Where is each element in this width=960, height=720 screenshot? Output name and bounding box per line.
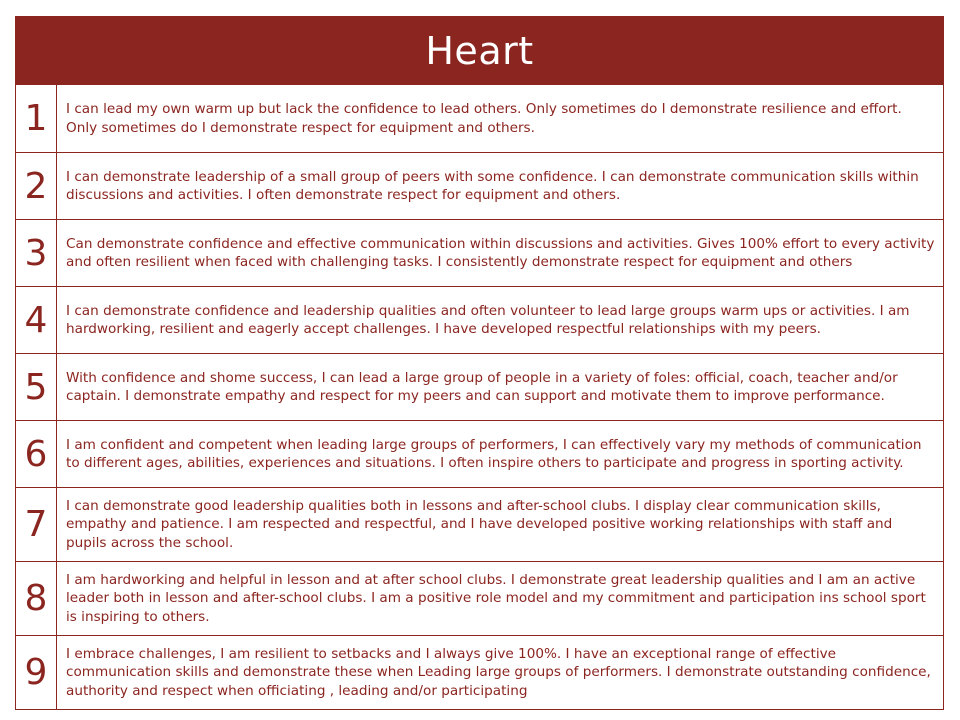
rubric-row-4	[16, 286, 943, 353]
level-description	[57, 287, 943, 353]
level-number: 9	[16, 636, 57, 709]
level-description-text: Can demonstrate confidence and effective communication within discussions and activities. Gives 100% effort to every activity and often resilient when faced with challenging tasks. I consistently demonstrate respect for equipment and others	[66, 235, 935, 270]
rubric-row-6	[16, 420, 943, 487]
level-description-text: I can lead my own warm up but lack the confidence to lead others. Only sometimes do I demonstrate resilience and effort. Only sometimes do I demonstrate respect for equipment and others.	[66, 101, 902, 136]
level-description	[57, 220, 943, 286]
rubric-row-7	[16, 487, 943, 561]
level-description	[57, 354, 943, 420]
rubric-row-9	[16, 635, 943, 709]
level-description	[57, 153, 943, 219]
table-header	[16, 17, 943, 85]
level-description-text: With confidence and shome success, I can lead a large group of people in a variety of foles: official, coach, teacher and/or captain. I demonstrate empathy and respect for my peers and can support and motivate them to improve performance.	[66, 369, 898, 404]
level-description-text: I can demonstrate good leadership qualities both in lessons and after-school clubs. I display clear communication skills, empathy and patience. I am respected and respectful, and I have developed positive working relationships with staff and pupils across the school.	[66, 497, 893, 551]
level-number: 5	[16, 354, 57, 420]
level-description	[57, 85, 943, 152]
heart-rubric-table	[15, 16, 944, 710]
level-description	[57, 421, 943, 487]
rubric-row-3	[16, 219, 943, 286]
level-number: 2	[16, 153, 57, 219]
rubric-row-1	[16, 85, 943, 152]
level-number: 3	[16, 220, 57, 286]
level-description-text: I embrace challenges, I am resilient to setbacks and I always give 100%. I have an exceptional range of effective communication skills and demonstrate these when Leading large groups of performers. I demonstrate outstanding confidence, authority and respect when officiating , leading and/or participating	[66, 645, 931, 699]
table-title: Heart	[425, 28, 534, 73]
rubric-row-8	[16, 561, 943, 635]
level-number: 1	[16, 85, 57, 152]
level-description	[57, 636, 943, 709]
level-number: 6	[16, 421, 57, 487]
level-description	[57, 488, 943, 561]
level-description-text: I am confident and competent when leading large groups of performers, I can effectively vary my methods of communication to different ages, abilities, experiences and situations. I often inspire others to participate and progress in sporting activity.	[66, 436, 922, 471]
level-number: 4	[16, 287, 57, 353]
level-number: 8	[16, 562, 57, 635]
rubric-rows	[16, 85, 943, 709]
level-description	[57, 562, 943, 635]
level-description-text: I am hardworking and helpful in lesson and at after school clubs. I demonstrate great leadership qualities and I am an active leader both in lesson and after-school clubs. I am a positive role model and my commitment and participation ins school sport is inspiring to others.	[66, 571, 926, 625]
level-description-text: I can demonstrate leadership of a small group of peers with some confidence. I can demonstrate communication skills within discussions and activities. I often demonstrate respect for equipment and others.	[66, 168, 919, 203]
rubric-row-2	[16, 152, 943, 219]
level-description-text: I can demonstrate confidence and leadership qualities and often volunteer to lead large groups warm ups or activities. I am hardworking, resilient and eagerly accept challenges. I have developed respectful relationships with my peers.	[66, 302, 910, 337]
level-number: 7	[16, 488, 57, 561]
rubric-row-5	[16, 353, 943, 420]
